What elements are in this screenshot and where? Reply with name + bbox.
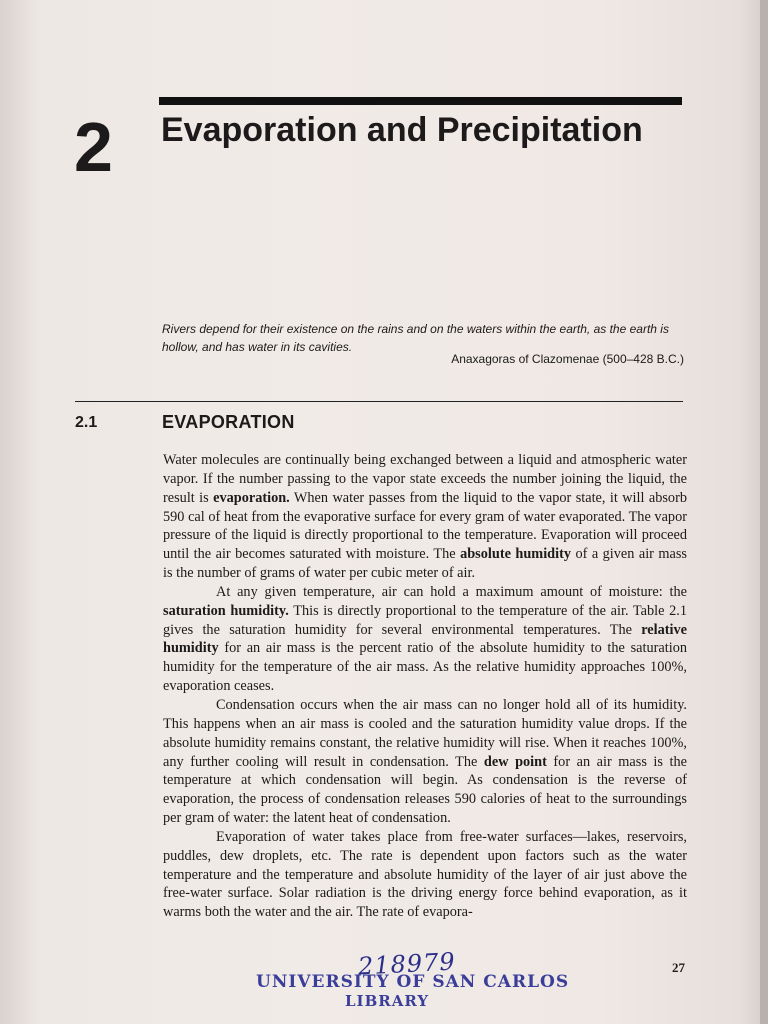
term-evaporation: evaporation. (213, 489, 290, 506)
page-number: 27 (672, 960, 685, 975)
text-run: Water molecules are continually being exchanged between a liquid and atmospheric water vapor. If the number passing to the vapor state exceeds the number joining the liquid, the result is (163, 452, 687, 506)
paragraph-2 (163, 583, 687, 696)
epigraph-attribution: Anaxagoras of Clazomenae (500–428 B.C.) (451, 352, 684, 366)
chapter-title: Evaporation and Precipitation (161, 111, 643, 149)
library-stamp-library: LIBRARY (345, 992, 430, 1010)
text-run: of a given air mass is the number of grams of water per cubic meter of air. (163, 546, 687, 582)
body-text (163, 451, 687, 922)
text-run: When water passes from the liquid to the vapor state, it will absorb 590 cal of heat from the evaporative surface for every gram of water evaporated. The vapor pressure of the liquid is directly proportional to the temperature. Evaporation will proceed until the air becomes saturated with moisture. The (163, 489, 687, 563)
section-title: EVAPORATION (162, 412, 295, 432)
term-saturation-humidity: saturation humidity. (163, 602, 289, 619)
chapter-top-rule (159, 97, 682, 105)
page-edge-shadow (760, 0, 768, 1024)
paragraph-3 (163, 696, 687, 828)
chapter-number: 2 (74, 108, 113, 186)
paragraph-4 (163, 828, 687, 922)
text-run: for an air mass is the temperature at which condensation will begin. As condensation is the reverse of evaporation, the process of condensation releases 590 calories of heat to the surroundings per gram of water: the latent heat of condensation. (163, 753, 687, 827)
text-run: This is directly proportional to the temperature of the air. Table 2.1 gives the saturation humidity for several environmental temperatures. The (163, 602, 687, 638)
library-accession-number: 218979 (357, 947, 457, 981)
term-relative-humidity: relative humidity (163, 621, 687, 657)
term-absolute-humidity: absolute humidity (460, 546, 571, 563)
section-number: 2.1 (75, 414, 98, 431)
section-divider (75, 401, 683, 402)
text-run: Condensation occurs when the air mass can no longer hold all of its humidity. This happens when an air mass is cooled and the saturation humidity value drops. If the absolute humidity remains constant, the relative humidity will rise. When it reaches 100%, any further cooling will result in condensation. The (163, 696, 687, 770)
text-run: for an air mass is the percent ratio of the absolute humidity to the saturation humidity for the temperature of the air mass. As the relative humidity approaches 100%, evaporation ceases. (163, 640, 687, 695)
term-dew-point: dew point (483, 753, 547, 770)
paragraph-1 (163, 451, 687, 583)
text-run: At any given temperature, air can hold a maximum amount of moisture: the (216, 583, 687, 600)
library-stamp-university: UNIVERSITY OF SAN CARLOS (256, 972, 570, 992)
epigraph-quote: Rivers depend for their existence on the rains and on the waters within the earth, as the earth is hollow, and has water in its cavities. (162, 322, 669, 354)
text-run: Evaporation of water takes place from free-water surfaces—lakes, reservoirs, puddles, dew droplets, etc. The rate is dependent upon factors such as the water temperature and the temperature and absolute humidity of the layer of air just above the free-water surface. Solar radiation is the driving energy force behind evaporation, as it warms both the water and the air. The rate of evapora- (163, 828, 687, 921)
